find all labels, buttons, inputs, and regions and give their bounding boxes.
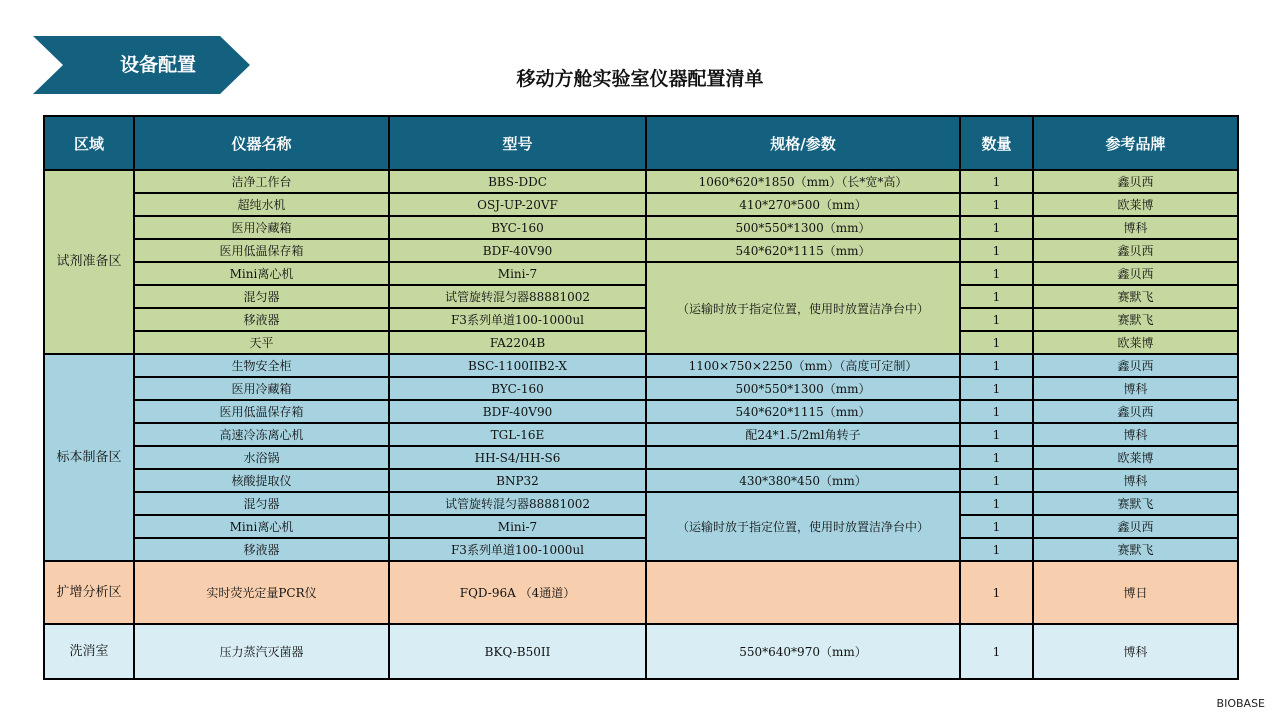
table-row [44,193,1238,216]
cell-model: BYC-160 [389,216,646,239]
cell-spec: 540*620*1115（mm） [646,239,960,262]
cell-name: 医用冷藏箱 [134,377,389,400]
cell-model: BYC-160 [389,377,646,400]
cell-name: 移液器 [134,538,389,561]
cell-qty: 1 [960,561,1033,624]
page-title: 移动方舱实验室仪器配置清单 [516,68,764,90]
header-model: 型号 [389,116,646,170]
cell-brand: 博科 [1033,624,1238,679]
cell-qty: 1 [960,624,1033,679]
cell-name: 生物安全柜 [134,354,389,377]
cell-brand: 博科 [1033,469,1238,492]
table-row [44,561,1238,624]
cell-model: BBS-DDC [389,170,646,193]
cell-brand: 鑫贝西 [1033,515,1238,538]
cell-brand: 博科 [1033,216,1238,239]
cell-brand: 欧莱博 [1033,446,1238,469]
cell-brand: 赛默飞 [1033,285,1238,308]
cell-name: 移液器 [134,308,389,331]
cell-spec: 1060*620*1850（mm）（长*宽*高） [646,170,960,193]
cell-brand: 鑫贝西 [1033,400,1238,423]
cell-brand: 博科 [1033,377,1238,400]
cell-qty: 1 [960,262,1033,285]
cell-qty: 1 [960,538,1033,561]
cell-qty: 1 [960,331,1033,354]
cell-qty: 1 [960,515,1033,538]
cell-model: 试管旋转混匀器88881002 [389,285,646,308]
table-row [44,469,1238,492]
header-qty: 数量 [960,116,1033,170]
table-row [44,354,1238,377]
cell-qty: 1 [960,446,1033,469]
cell-spec: 500*550*1300（mm） [646,377,960,400]
cell-model: BDF-40V90 [389,400,646,423]
table-row [44,515,1238,538]
cell-model: HH-S4/HH-S6 [389,446,646,469]
cell-name: 高速冷冻离心机 [134,423,389,446]
cell-qty: 1 [960,400,1033,423]
cell-model: OSJ-UP-20VF [389,193,646,216]
cell-qty: 1 [960,170,1033,193]
cell-name: 洁净工作台 [134,170,389,193]
cell-name: Mini离心机 [134,515,389,538]
cell-qty: 1 [960,423,1033,446]
cell-name: 医用低温保存箱 [134,400,389,423]
table-row [44,400,1238,423]
cell-name: 压力蒸汽灭菌器 [134,624,389,679]
header-name: 仪器名称 [134,116,389,170]
cell-name: 混匀器 [134,285,389,308]
table-row [44,624,1238,679]
cell-spec-merged: （运输时放于指定位置，使用时放置洁净台中） [646,492,960,561]
cell-qty: 1 [960,308,1033,331]
header-brand: 参考品牌 [1033,116,1238,170]
header-zone: 区域 [44,116,134,170]
section-banner [33,36,250,94]
cell-spec-merged: （运输时放于指定位置，使用时放置洁净台中） [646,262,960,354]
table-row [44,285,1238,308]
header-spec: 规格/参数 [646,116,960,170]
cell-model: FQD-96A （4通道） [389,561,646,624]
zone-cell: 试剂准备区 [44,170,134,354]
table-row [44,239,1238,262]
table-row [44,492,1238,515]
cell-brand: 欧莱博 [1033,331,1238,354]
cell-model: BKQ-B50II [389,624,646,679]
cell-brand: 鑫贝西 [1033,239,1238,262]
cell-qty: 1 [960,354,1033,377]
cell-name: 实时荧光定量PCR仪 [134,561,389,624]
cell-brand: 鑫贝西 [1033,170,1238,193]
table-row [44,538,1238,561]
cell-brand: 博日 [1033,561,1238,624]
zone-cell: 扩增分析区 [44,561,134,624]
cell-qty: 1 [960,492,1033,515]
cell-brand: 赛默飞 [1033,308,1238,331]
cell-qty: 1 [960,285,1033,308]
table-row [44,216,1238,239]
cell-brand: 赛默飞 [1033,492,1238,515]
cell-name: Mini离心机 [134,262,389,285]
table-row [44,170,1238,193]
table-row [44,331,1238,354]
cell-model: BDF-40V90 [389,239,646,262]
cell-model: TGL-16E [389,423,646,446]
cell-name: 医用低温保存箱 [134,239,389,262]
cell-spec: 550*640*970（mm） [646,624,960,679]
cell-qty: 1 [960,193,1033,216]
table-row [44,377,1238,400]
equipment-table [43,115,1239,680]
cell-spec: 430*380*450（mm） [646,469,960,492]
cell-spec: 500*550*1300（mm） [646,216,960,239]
cell-model: BSC-1100IIB2-X [389,354,646,377]
cell-name: 核酸提取仪 [134,469,389,492]
cell-brand: 博科 [1033,423,1238,446]
cell-model: F3系列单道100-1000ul [389,308,646,331]
cell-name: 医用冷藏箱 [134,216,389,239]
cell-spec: 410*270*500（mm） [646,193,960,216]
cell-brand: 鑫贝西 [1033,354,1238,377]
cell-spec: 540*620*1115（mm） [646,400,960,423]
banner-label: 设备配置 [119,54,196,76]
table-row [44,446,1238,469]
cell-brand: 欧莱博 [1033,193,1238,216]
cell-model: FA2204B [389,331,646,354]
cell-model: Mini-7 [389,515,646,538]
cell-model: BNP32 [389,469,646,492]
zone-cell: 洗消室 [44,624,134,679]
cell-qty: 1 [960,469,1033,492]
cell-model: F3系列单道100-1000ul [389,538,646,561]
zone-cell: 标本制备区 [44,354,134,561]
cell-qty: 1 [960,377,1033,400]
cell-model: 试管旋转混匀器88881002 [389,492,646,515]
table-header-row [44,116,1238,170]
cell-qty: 1 [960,216,1033,239]
cell-spec: 配24*1.5/2ml角转子 [646,423,960,446]
cell-name: 天平 [134,331,389,354]
cell-spec [646,446,960,469]
cell-name: 水浴锅 [134,446,389,469]
cell-spec: 1100×750×2250（mm）（高度可定制） [646,354,960,377]
cell-brand: 鑫贝西 [1033,262,1238,285]
cell-name: 混匀器 [134,492,389,515]
table-row [44,262,1238,285]
cell-spec [646,561,960,624]
table-row [44,423,1238,446]
cell-name: 超纯水机 [134,193,389,216]
cell-brand: 赛默飞 [1033,538,1238,561]
footer-brand: BIOBASE [1216,697,1265,710]
cell-qty: 1 [960,239,1033,262]
table-row [44,308,1238,331]
cell-model: Mini-7 [389,262,646,285]
